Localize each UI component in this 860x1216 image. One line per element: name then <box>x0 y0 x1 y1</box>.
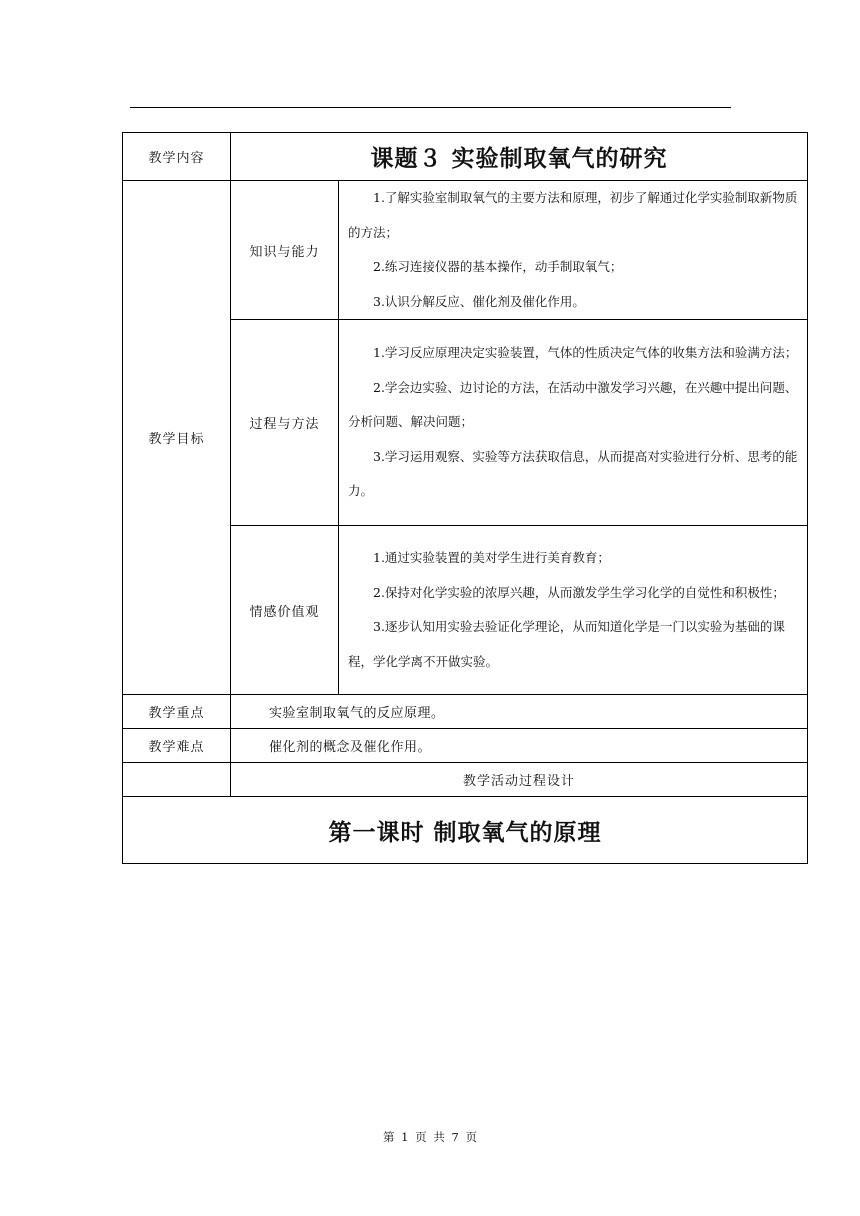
objective-item: 3.学习运用观察、实验等方法获取信息，从而提高对实验进行分析、思考的能力。 <box>348 448 798 499</box>
page-footer: 第 1 页 共 7 页 <box>383 1130 477 1144</box>
objective-items <box>339 526 808 695</box>
process-design-heading: 教学活动过程设计 <box>231 763 808 797</box>
objective-item: 3.认识分解反应、催化剂及催化作用。 <box>373 293 585 309</box>
objective-category-label: 知识与能力 <box>231 181 339 320</box>
objective-item: 1.通过实验装置的美对学生进行美育教育； <box>373 550 610 565</box>
difficulty-label: 教学难点 <box>123 729 231 763</box>
period-title: 第一课时 制取氧气的原理 <box>123 797 808 864</box>
objective-item: 2.练习连接仪器的基本操作，动手制取氧气； <box>373 259 623 274</box>
objective-item: 2.学会边实验、边讨论的方法，在活动中激发学习兴趣，在兴趣中提出问题、分析问题、解决问题； <box>348 379 798 430</box>
objective-items <box>339 181 808 320</box>
objectives-label: 教学目标 <box>123 181 231 695</box>
table-row-period-title <box>123 797 808 864</box>
content-label: 教学内容 <box>123 133 231 181</box>
objective-item: 3.逐步认知用实验去验证化学理论，从而知道化学是一门以实验为基础的课程，学化学离不开做实验。 <box>348 619 785 669</box>
lesson-title: 课题３ 实验制取氧气的研究 <box>231 133 808 181</box>
table-row-objective-knowledge <box>123 181 808 320</box>
key-point-text: 实验室制取氧气的反应原理。 <box>231 695 808 729</box>
objective-category-label: 情感价值观 <box>231 526 339 695</box>
objective-item: 1.学习反应原理决定实验装置，气体的性质决定气体的收集方法和验满方法； <box>373 345 798 361</box>
table-row-content <box>123 133 808 181</box>
objective-category-label: 过程与方法 <box>231 320 339 526</box>
header-rule <box>130 107 731 108</box>
table-row-difficulty <box>123 729 808 763</box>
objective-items <box>339 320 808 526</box>
table-row-key-point <box>123 695 808 729</box>
empty-cell <box>123 763 231 797</box>
difficulty-text: 催化剂的概念及催化作用。 <box>231 729 808 763</box>
lesson-plan-table <box>122 132 808 864</box>
objective-item: 2.保持对化学实验的浓厚兴趣，从而激发学生学习化学的自觉性和积极性； <box>373 584 785 600</box>
key-point-label: 教学重点 <box>123 695 231 729</box>
table-row-process-design <box>123 763 808 797</box>
objective-item: 1.了解实验室制取氧气的主要方法和原理，初步了解通过化学实验制取新物质的方法； <box>348 190 798 240</box>
